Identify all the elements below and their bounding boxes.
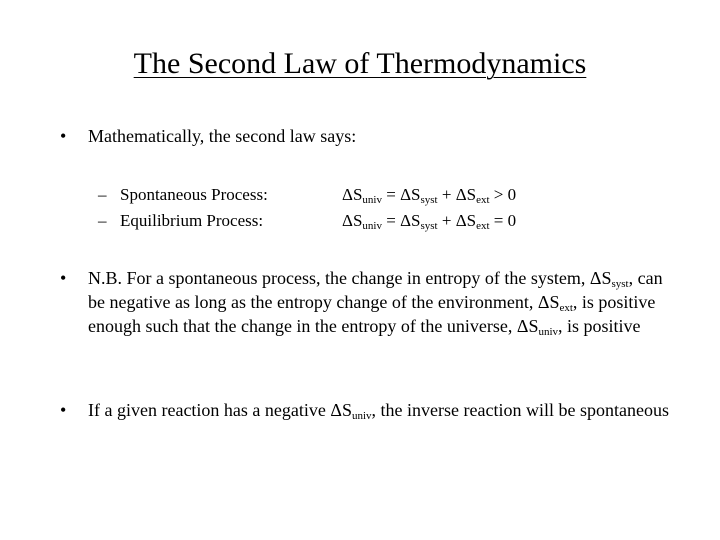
bullet-inverse-reaction xyxy=(60,398,680,422)
bullet-text: Mathematically, the second law says: xyxy=(88,126,357,146)
sub-item-spontaneous xyxy=(98,182,268,208)
dash-icon: – xyxy=(98,211,107,230)
bullet-nb xyxy=(60,266,680,338)
bullet-second-law xyxy=(60,124,680,148)
equation-spontaneous: $\Delta S_{univ} = \Delta S_{syst} + \Delta S_{ext} > 0$ xyxy=(342,185,517,206)
equation-equilibrium: $\Delta S_{univ} = \Delta S_{syst} + \Delta S_{ext} = 0$ xyxy=(342,211,517,232)
bullet-icon: • xyxy=(60,400,67,420)
sub-item-equilibrium xyxy=(98,208,263,234)
bullet-text: If a given reaction has a negative $\Delta S_{univ}$, the inverse reaction will be spontaneous xyxy=(88,400,669,422)
bullet-icon: • xyxy=(60,268,67,288)
bullet-text: N.B. For a spontaneous process, the change in entropy of the system, $\Delta S_{syst}$, can be negative as long as the entropy change of the environment, $\Delta S_{ext}$, is positive enough such that the change in the entropy of the universe, $\Delta S_{univ}$, is positive xyxy=(88,268,663,338)
spontaneous-label: Spontaneous Process: xyxy=(120,185,268,204)
dash-icon: – xyxy=(98,185,107,204)
slide-title: The Second Law of Thermodynamics xyxy=(133,47,587,80)
bullet-icon: • xyxy=(60,126,67,146)
equilibrium-label: Equilibrium Process: xyxy=(120,211,264,230)
